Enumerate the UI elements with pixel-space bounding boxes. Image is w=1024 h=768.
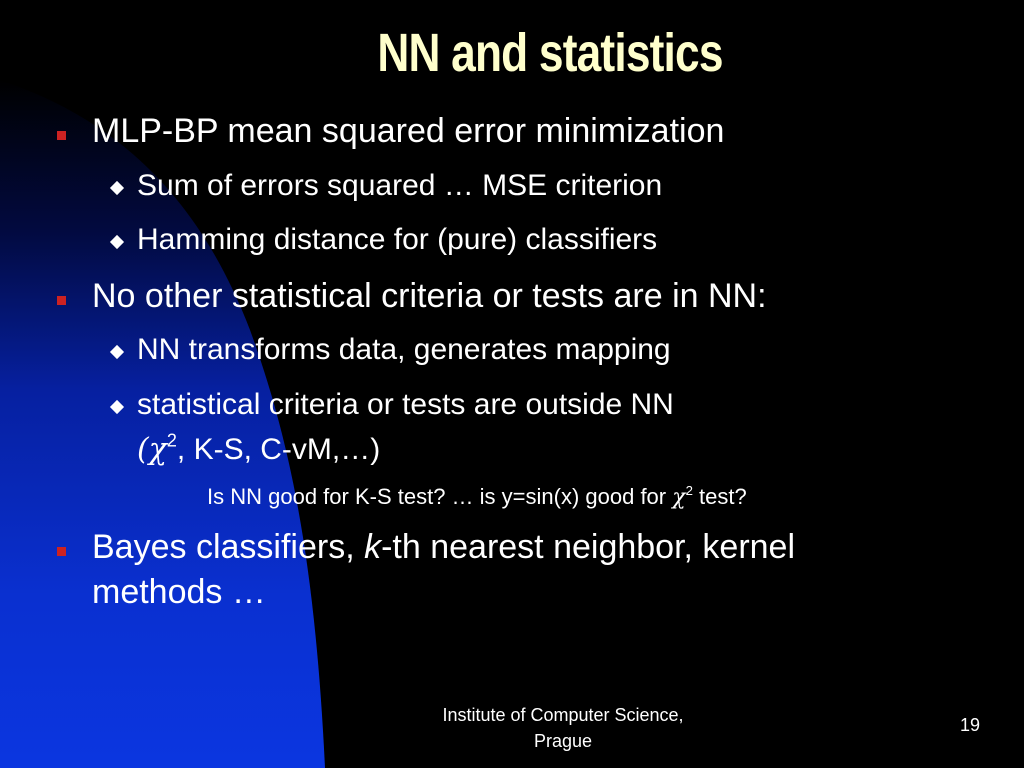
bullet-3-text [92, 528, 795, 567]
bullet-1-text: MLP-BP mean squared error minimization [92, 112, 725, 150]
superscript-2: 2 [685, 482, 693, 498]
sub-bullet-2-2-continuation [137, 432, 380, 467]
footer-institute [413, 702, 713, 754]
sub-bullet-2-2: statistical criteria or tests are outside NN [137, 388, 674, 421]
footer-line-1: Institute of Computer Science, [442, 705, 684, 725]
note-line [207, 484, 747, 510]
open-paren: ( [137, 432, 149, 467]
bullet-square-icon [57, 296, 66, 305]
superscript-2: 2 [166, 430, 177, 451]
note-part-1: Is NN good for K-S test? … is y=sin(x) good for [207, 484, 673, 509]
bullet-2-text: No other statistical criteria or tests are in NN: [92, 277, 767, 315]
page-number: 19 [960, 715, 981, 735]
chi-symbol: χ [148, 432, 167, 467]
sub-bullet-1-1: Sum of errors squared … MSE criterion [137, 169, 663, 202]
bullet-square-icon [57, 547, 66, 556]
note-part-2: test? [692, 484, 747, 509]
bullet-3-pre: Bayes classifiers, [92, 528, 365, 566]
sub-bullet-1-2: Hamming distance for (pure) classifiers [137, 223, 658, 256]
bullet-3-italic: k [364, 528, 382, 566]
chi-symbol: χ [672, 485, 686, 510]
sub-bullet-2-1: NN transforms data, generates mapping [137, 333, 671, 366]
slide-title: NN and statistics [377, 23, 723, 83]
bullet-square-icon [57, 131, 66, 140]
footer-line-2: Prague [533, 731, 593, 751]
bullet-3-post: -th nearest neighbor, kernel [381, 528, 796, 566]
tests-list: , K-S, C-vM,…) [176, 433, 381, 466]
bullet-3-line-2: methods … [92, 573, 266, 611]
